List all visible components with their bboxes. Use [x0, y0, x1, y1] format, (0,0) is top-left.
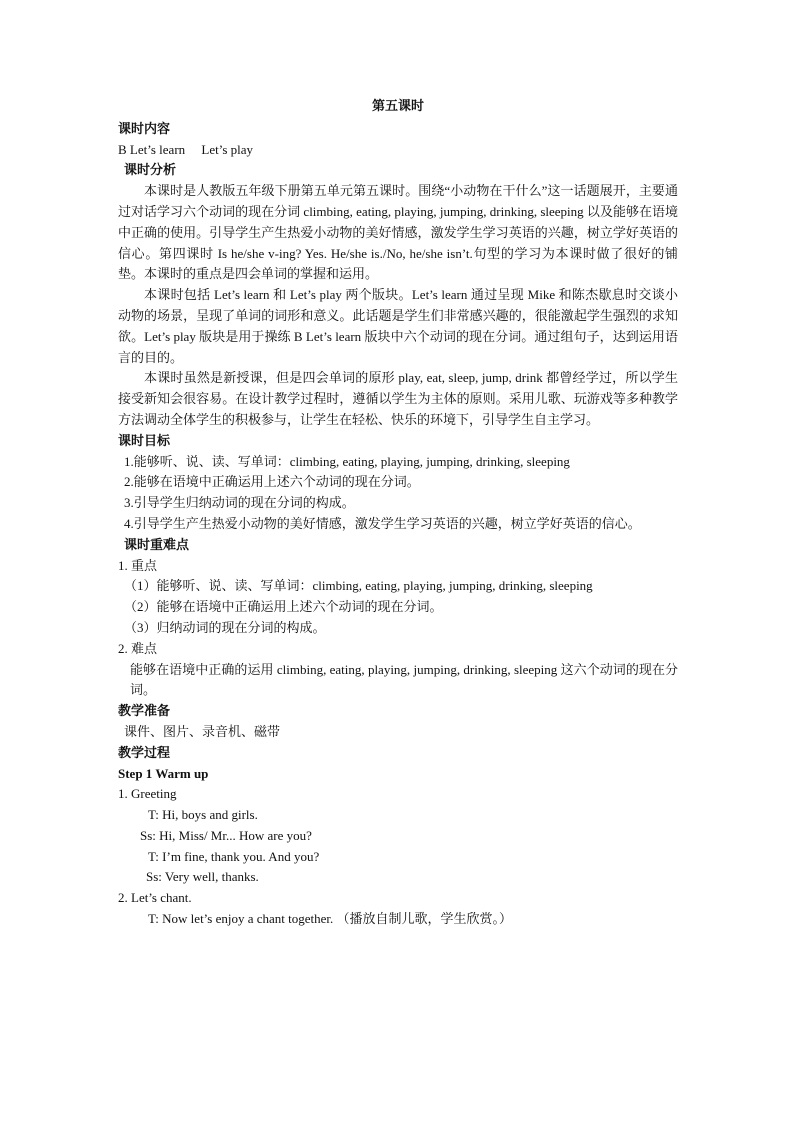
- dialogue-line-4: Ss: Very well, thanks.: [146, 869, 259, 885]
- key-item-2: （2）能够在语境中正确运用上述六个动词的现在分词。: [124, 599, 443, 615]
- dialogue-line-2: Ss: Hi, Miss/ Mr... How are you?: [140, 827, 312, 843]
- section-heading-goals: 课时目标: [118, 432, 171, 448]
- page-title: 第五课时: [371, 98, 424, 113]
- goal-item-1: 1.能够听、说、读、写单词：climbing, eating, playing, jumping, drinking, sleeping: [124, 453, 570, 469]
- section-heading-prep: 教学准备: [118, 703, 171, 719]
- chant-label: 2. Let’s chant.: [118, 890, 192, 906]
- document-page: [118, 96, 678, 930]
- step1-heading: Step 1 Warm up: [118, 765, 209, 781]
- key-label: 1. 重点: [118, 557, 158, 573]
- section-heading-content: 课时内容: [118, 120, 171, 136]
- goal-item-3: 3.引导学生归纳动词的现在分词的构成。: [124, 495, 355, 511]
- difficult-label: 2. 难点: [118, 640, 158, 656]
- prep-line: 课件、图片、录音机、磁带: [124, 723, 281, 739]
- goal-item-2: 2.能够在语境中正确运用上述六个动词的现在分词。: [124, 474, 420, 490]
- difficult-text: 能够在语境中正确的运用 climbing, eating, playing, jumping, drinking, sleeping 这六个动词的现在分词。: [130, 661, 678, 698]
- analysis-paragraph-2: 本课时包括 Let’s learn 和 Let’s play 两个版块。Let’s learn 通过呈现 Mike 和陈杰歇息时交谈小动物的场景，呈现了单词的词形和意义。此话题是学生们非常感兴趣的，很能激起学生强烈的求知欲。Let’s play 版块是用于操练 B Let’s learn 版块中六个动词的现在分词。通过组句子，达到运用语言的目的。: [118, 287, 678, 365]
- analysis-paragraph-3: 本课时虽然是新授课，但是四会单词的原形 play, eat, sleep, jump, drink 都曾经学过，所以学生接受新知会很容易。在设计教学过程时，遵循以学生为主体的原则。采用儿歌、玩游戏等多种教学方法调动全体学生的积极参与，让学生在轻松、快乐的环境下，引导学生自主学习。: [118, 370, 678, 427]
- chant-line: T: Now let’s enjoy a chant together. （播放自制儿歌，学生欣赏。）: [148, 911, 513, 927]
- key-item-3: （3）归纳动词的现在分词的构成。: [124, 619, 326, 635]
- goal-item-4: 4.引导学生产生热爱小动物的美好情感，激发学生学习英语的兴趣，树立学好英语的信心。: [124, 515, 641, 531]
- dialogue-line-3: T: I’m fine, thank you. And you?: [148, 848, 320, 864]
- content-line: B Let’s learn Let’s play: [118, 141, 254, 157]
- section-heading-keypoints: 课时重难点: [124, 536, 190, 552]
- dialogue-line-1: T: Hi, boys and girls.: [148, 807, 258, 823]
- key-item-1: （1）能够听、说、读、写单词：climbing, eating, playing, jumping, drinking, sleeping: [124, 578, 593, 594]
- section-heading-process: 教学过程: [118, 744, 171, 760]
- greeting-label: 1. Greeting: [118, 786, 177, 802]
- section-heading-analysis: 课时分析: [124, 162, 177, 178]
- analysis-paragraph-1: 本课时是人教版五年级下册第五单元第五课时。围绕“小动物在干什么”这一话题展开，主要通过对话学习六个动词的现在分词 climbing, eating, playing, jumping, drinking, sleeping 以及能够在语境中正确的使用。引导学生产生热爱小动物的美好情感，激发学生学习英语的兴趣，树立学好英语的信心。第四课时 Is he/she v-ing? Yes. He/she is./No, he/she isn’t.句型的学习为本课时做了很好的铺垫。本课时的重点是四会单词的掌握和运用。: [118, 183, 678, 282]
